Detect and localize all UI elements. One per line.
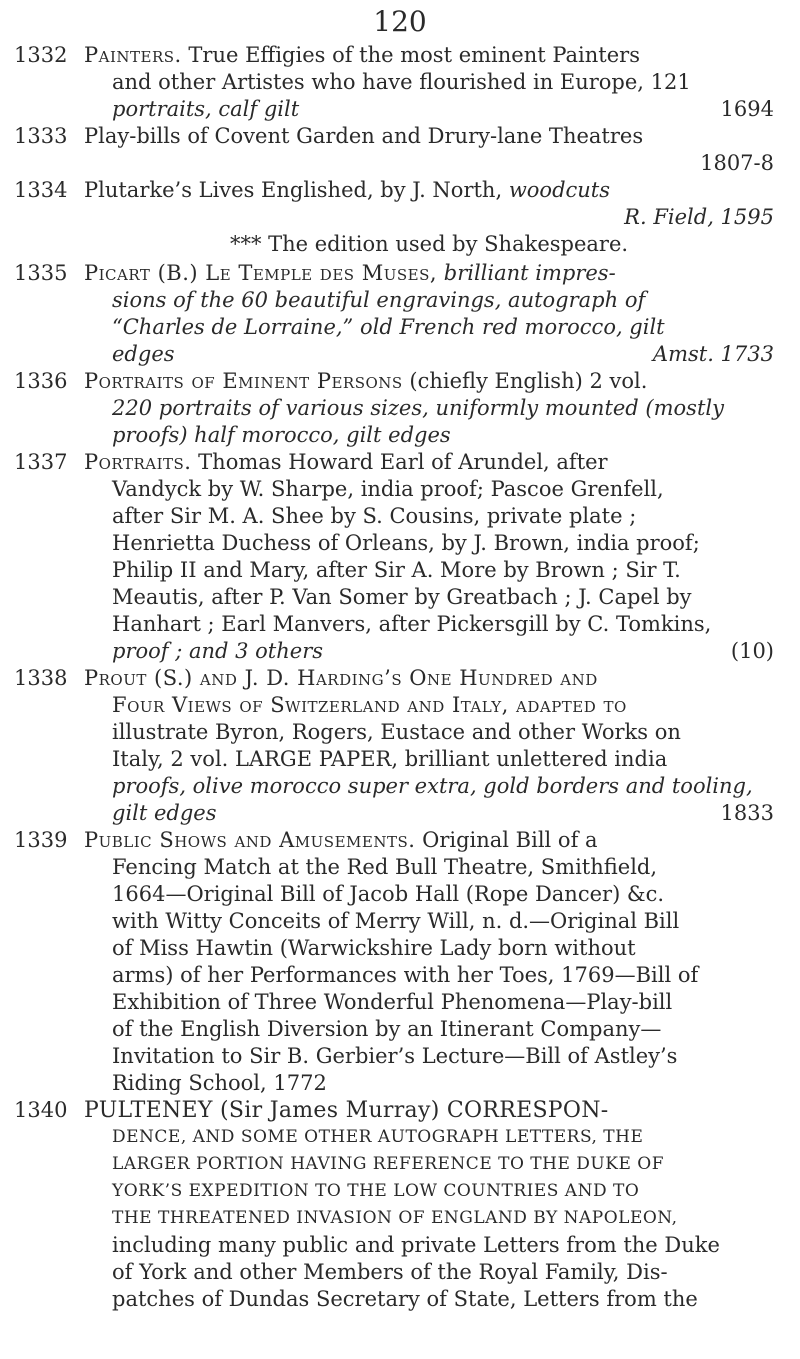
entry-text: [84, 827, 774, 1097]
entry-text: [84, 123, 774, 177]
entry-date: 1833: [720, 801, 774, 825]
entry-count: (10): [730, 639, 774, 663]
entry-line: gilt edges: [112, 801, 217, 825]
entry-line: Hanhart ; Earl Manvers, after Pickersgill by C. Tomkins,: [112, 612, 712, 636]
entry-line: 1664—Original Bill of Jacob Hall (Rope Dancer) &c.: [112, 882, 665, 906]
lot-number: 1339: [14, 828, 68, 852]
entry-line: Philip II and Mary, after Sir A. More by Brown ; Sir T.: [112, 558, 681, 582]
entry-line: of York and other Members of the Royal Family, Dis-: [112, 1260, 668, 1284]
entry-line: (chiefly English) 2 vol.: [409, 369, 648, 393]
entry-heading: Public Shows and Amusements.: [84, 828, 416, 852]
entry-line: arms) of her Performances with her Toes, 1769—Bill of: [112, 963, 699, 987]
entry-line: Original Bill of a: [422, 828, 598, 852]
entry-heading: Painters.: [84, 43, 182, 67]
entry-imprint: R. Field, 1595: [624, 205, 774, 229]
entry-date: 1694: [720, 97, 774, 121]
catalogue-entry: [0, 665, 800, 827]
entry-text: [84, 42, 774, 123]
lot-number: 1332: [14, 43, 68, 67]
entry-line: Four Views of Switzerland and Italy, adapted to: [112, 693, 627, 717]
lot-number: 1340: [14, 1098, 68, 1122]
entry-line: Vandyck by W. Sharpe, india proof; Pascoe Grenfell,: [112, 477, 664, 501]
entry-imprint: Amst. 1733: [652, 342, 774, 366]
entry-line: including many public and private Letters from the Duke: [112, 1233, 720, 1257]
entry-line: of the English Diversion by an Itinerant Company—: [112, 1017, 662, 1041]
entry-description: portraits, calf gilt: [112, 97, 300, 121]
entry-text: [84, 1097, 774, 1313]
lot-number: 1333: [14, 124, 68, 148]
entry-line: Fencing Match at the Red Bull Theatre, Smithfield,: [112, 855, 658, 879]
catalogue-list: [0, 42, 800, 1313]
entry-line: of Miss Hawtin (Warwickshire Lady born without: [112, 936, 636, 960]
page-number: 120: [373, 5, 427, 38]
entry-date: 1807-8: [700, 151, 774, 175]
entry-text: [84, 449, 774, 665]
entry-text: [84, 260, 774, 368]
entry-description: “Charles de Lorraine,” old French red morocco, gilt: [112, 315, 665, 339]
entry-line: Exhibition of Three Wonderful Phenomena—Play-bill: [112, 990, 673, 1014]
entry-description: 220 portraits of various sizes, uniformly mounted (mostly: [112, 396, 724, 420]
catalogue-entry: [0, 260, 800, 368]
catalogue-entry: [0, 368, 800, 449]
entry-heading: Prout (S.) and J. D. Harding’s One Hundred and: [84, 666, 598, 690]
catalogue-entry: [0, 123, 800, 177]
lot-number: 1334: [14, 178, 68, 202]
catalogue-entry: [0, 42, 800, 123]
catalogue-entry: [0, 449, 800, 665]
lot-number: 1338: [14, 666, 68, 690]
entry-line: Italy, 2 vol. LARGE PAPER, brilliant unlettered india: [112, 747, 668, 771]
entry-text: [84, 368, 774, 449]
entry-line: THE THREATENED INVASION OF ENGLAND BY NAPOLEON,: [112, 1208, 678, 1228]
entry-text: [84, 177, 774, 258]
entry-line: patches of Dundas Secretary of State, Letters from the: [112, 1287, 698, 1311]
entry-line: Invitation to Sir B. Gerbier’s Lecture—Bill of Astley’s: [112, 1044, 678, 1068]
entry-line: Henrietta Duchess of Orleans, by J. Brown, india proof;: [112, 531, 700, 555]
entry-line: Riding School, 1772: [112, 1071, 327, 1095]
entry-text: [84, 665, 774, 827]
entry-note: *** The edition used by Shakespeare.: [229, 232, 629, 256]
entry-heading: Picart (B.) Le Temple des Muses,: [84, 261, 438, 285]
entry-line: DENCE, AND SOME OTHER AUTOGRAPH LETTERS, THE: [112, 1127, 644, 1147]
entry-line: Thomas Howard Earl of Arundel, after: [198, 450, 608, 474]
catalogue-entry: [0, 177, 800, 258]
entry-line: True Effigies of the most eminent Painters: [188, 43, 640, 67]
entry-description: woodcuts: [508, 178, 611, 202]
entry-line: Plutarke’s Lives Englished, by J. North,: [84, 178, 503, 202]
lot-number: 1336: [14, 369, 68, 393]
entry-heading: Portraits of Eminent Persons: [84, 369, 403, 393]
entry-description: proofs) half morocco, gilt edges: [112, 423, 451, 447]
entry-line: LARGER PORTION HAVING REFERENCE TO THE DUKE OF: [112, 1154, 664, 1174]
entry-line: with Witty Conceits of Merry Will, n. d.—Original Bill: [112, 909, 680, 933]
entry-line: illustrate Byron, Rogers, Eustace and other Works on: [112, 720, 681, 744]
entry-heading: PULTENEY (Sir James Murray) CORRESPON-: [84, 1098, 609, 1123]
entry-heading: Portraits.: [84, 450, 192, 474]
lot-number: 1337: [14, 450, 68, 474]
entry-line: Play-bills of Covent Garden and Drury-lane Theatres: [84, 124, 644, 148]
lot-number: 1335: [14, 261, 68, 285]
catalogue-entry: [0, 827, 800, 1097]
entry-line: Meautis, after P. Van Somer by Greatbach ; J. Capel by: [112, 585, 692, 609]
entry-line: YORK’S EXPEDITION TO THE LOW COUNTRIES AND TO: [112, 1181, 640, 1201]
entry-line: proof ; and 3 others: [112, 639, 324, 663]
entry-description: brilliant impres-: [443, 261, 616, 285]
entry-line: proofs, olive morocco super extra, gold borders and tooling,: [112, 774, 753, 798]
entry-description: edges: [112, 342, 175, 366]
catalogue-entry: [0, 1097, 800, 1313]
entry-description: sions of the 60 beautiful engravings, autograph of: [112, 288, 646, 312]
entry-line: after Sir M. A. Shee by S. Cousins, private plate ;: [112, 504, 637, 528]
entry-line: and other Artistes who have flourished in Europe, 121: [112, 70, 691, 94]
